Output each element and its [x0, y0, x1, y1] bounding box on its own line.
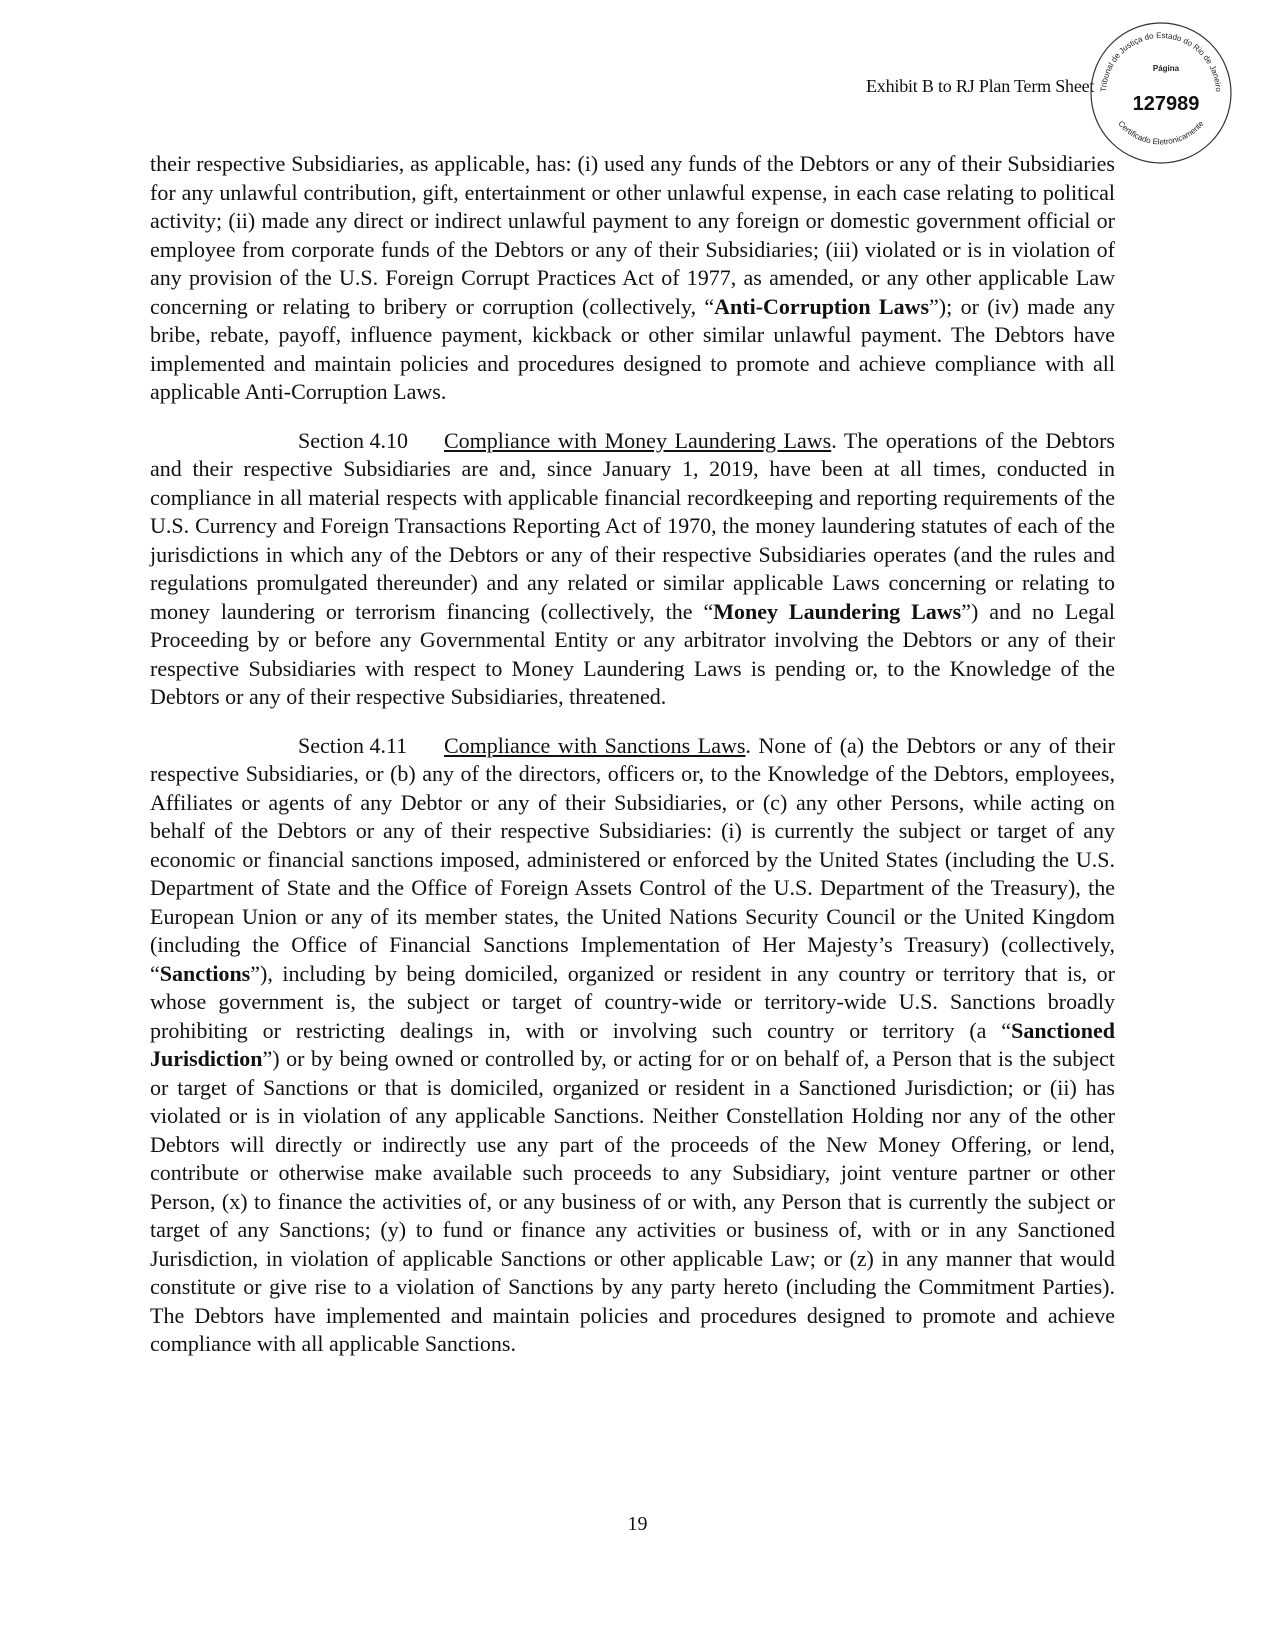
para-text: ”) or by being owned or controlled by, or acting for or on behalf of, a Person that is the subject or target of Sanctions or that is domiciled, organized or resident in a Sanctioned Jurisdiction; or (ii) has violated or is in violation of any applicable Sanctions. Neither Constellation Holding nor any of the other Debtors will directly or indirectly use any part of the proceeds of the New Money Offering, or lend, contribute or otherwise make available such proceeds to any Subsidiary, joint venture partner or other Person, (x) to finance the activities of, or any business of or with, any Person that is currently the subject or target of any Sanctions; (y) to fund or finance any activities or business of, with or in any Sanctioned Jurisdiction, in violation of applicable Sanctions or other applicable Law; or (z) in any manner that would constitute or give rise to a violation of Sanctions by any party hereto (including the Commitment Parties). The Debtors have implemented and maintain policies and procedures designed to promote and achieve compliance with all applicable Sanctions. — [150, 1046, 1115, 1356]
para-text: . None of (a) the Debtors or any of their respective Subsidiaries, or (b) any of the directors, officers or, to the Knowledge of the Debtors, employees, Affiliates or agents of any Debtor or any of their Subsidiaries, or (c) any other Persons, while acting on behalf of the Debtors or any of their respective Subsidiaries: (i) is currently the subject or target of any economic or financial sanctions imposed, administered or enforced by the United States (including the U.S. Department of State and the Office of Foreign Assets Control of the U.S. Department of the Treasury), the European Union or any of its member states, the United Nations Security Council or the United Kingdom (including the Office of Financial Sanctions Implementation of Her Majesty’s Treasury) (collectively, “ — [150, 732, 1115, 986]
section-title: Compliance with Money Laundering Laws — [444, 427, 832, 453]
para-text: ”) and no Legal Proceeding by or before any Governmental Entity or any arbitrator involving the Debtors or any of their respective Subsidiaries with respect to Money Laundering Laws is pending or, to the Knowledge of the Debtors or any of their respective Subsidiaries, threatened. — [150, 598, 1115, 709]
defined-term: Money Laundering Laws — [713, 598, 962, 624]
section-4-10 — [150, 427, 1115, 712]
stamp-page-number: 127989 — [1132, 93, 1200, 115]
stamp-page-label: Página — [1152, 64, 1180, 73]
document-body — [150, 150, 1115, 1379]
svg-text:Certificado Eletronicamente: Certificado Eletronicamente — [1116, 119, 1206, 147]
defined-term: Sanctions — [159, 960, 251, 986]
section-number: Section 4.11 — [298, 732, 408, 758]
exhibit-header: Exhibit B to RJ Plan Term Sheet — [866, 76, 1095, 96]
para-text: ”); or (iv) made any bribe, rebate, payoff, influence payment, kickback or other similar unlawful payment. The Debtors have implemented and maintain policies and procedures designed to promote and achieve compliance with all applicable Anti-Corruption Laws. — [150, 293, 1115, 404]
section-title: Compliance with Sanctions Laws — [444, 732, 746, 758]
section-4-11 — [150, 732, 1115, 1359]
para-text: ”), including by being domiciled, organized or resident in any country or territory that is, or whose government is, the subject or target of country-wide or territory-wide U.S. Sanctions broadly prohibiting or restricting dealings in, with or involving such country or territory (a “ — [150, 960, 1115, 1043]
para-text: their respective Subsidiaries, as applicable, has: (i) used any funds of the Debtors or any of their Subsidiaries for any unlawful contribution, gift, entertainment or other unlawful expense, in each case relating to political activity; (ii) made any direct or indirect unlawful payment to any foreign or domestic government official or employee from corporate funds of the Debtors or any of their Subsidiaries; (iii) violated or is in violation of any provision of the U.S. Foreign Corrupt Practices Act of 1977, as amended, or any other applicable Law concerning or relating to bribery or corruption (collectively, “ — [150, 151, 1115, 319]
para-text: . The operations of the Debtors and their respective Subsidiaries are and, since January 1, 2019, have been at all times, conducted in compliance in all material respects with applicable financial recordkeeping and reporting requirements of the U.S. Currency and Foreign Transactions Reporting Act of 1970, the money laundering statutes of each of the jurisdictions in which any of the Debtors or any of their respective Subsidiaries operates (and the rules and regulations promulgated thereunder) and any related or similar applicable Laws concerning or relating to money laundering or terrorism financing (collectively, the “ — [150, 427, 1115, 624]
anti-corruption-paragraph — [150, 150, 1115, 407]
defined-term: Sanctioned Jurisdiction — [150, 1017, 1115, 1071]
defined-term: Anti-Corruption Laws — [714, 293, 930, 319]
page-number: 19 — [627, 1513, 648, 1535]
section-number: Section 4.10 — [298, 427, 408, 453]
svg-text:Tribunal de Justiça do Estado: Tribunal de Justiça do Estado do Rio de Janeiro — [1098, 30, 1224, 93]
